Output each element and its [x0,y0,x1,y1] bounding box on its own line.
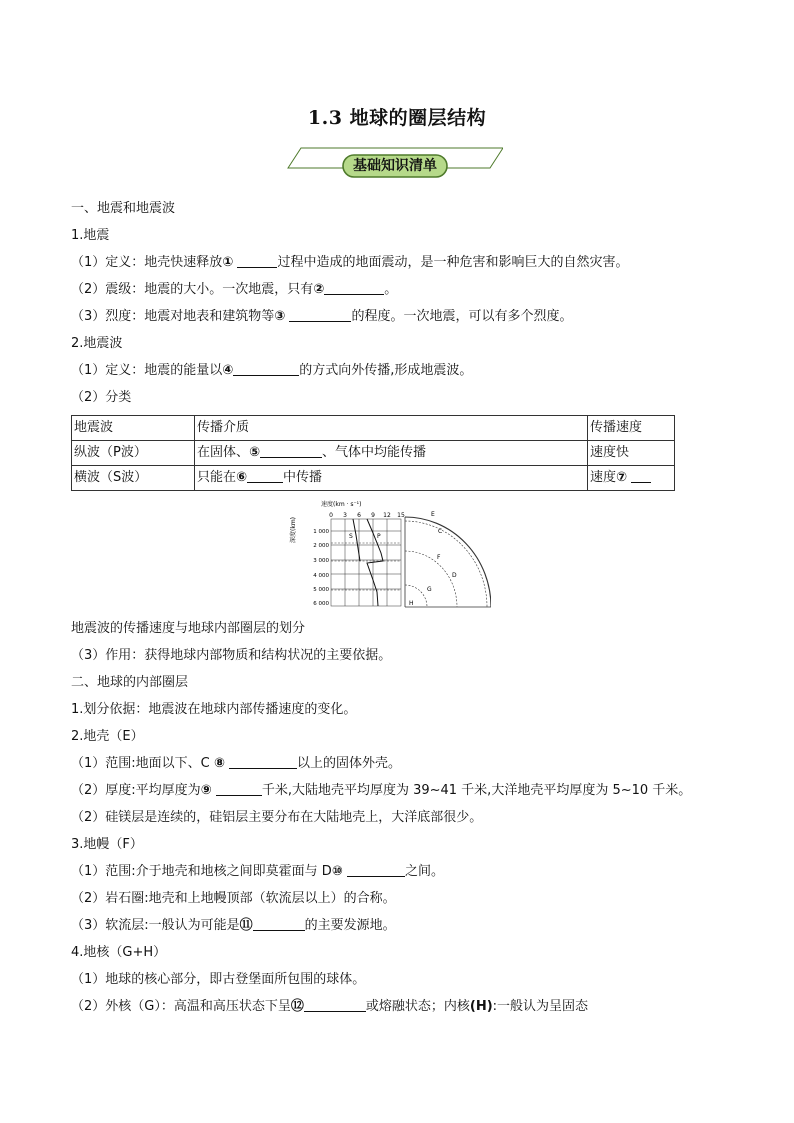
fill-blank[interactable] [237,254,277,268]
text: :一般认为呈固态 [492,999,589,1014]
blank-number: ⑦ [616,470,628,485]
text: （2）震级：地震的大小。一次地震，只有 [71,282,314,297]
subheading-crust: 2.地壳（E） [71,729,144,744]
text: (H) [469,999,493,1014]
subheading-earthquake: 1.地震 [71,228,110,243]
blank-number: ⑨ [200,783,212,798]
section-heading-2: 二、地球的内部圈层 [71,675,189,690]
lithosphere-line: （2）岩石圈:地壳和上地幔顶部（软流层以上）的合称。 [71,891,396,906]
text: 只能在 [197,470,237,485]
x-tick: 0 [329,512,333,519]
x-tick: 15 [397,512,405,519]
layer-label-d: D [452,572,457,579]
blank-number: ④ [222,363,234,378]
text: 的方式向外传播,形成地震波。 [299,363,473,378]
table-row [72,466,675,491]
axis-label-speed: 速度(km · s⁻¹) [321,501,362,508]
crust-thickness-line [71,782,691,800]
table-header: 传播速度 [588,416,675,441]
text: 以上的固体外壳。 [297,756,402,771]
text: （3）烈度：地震对地表和建筑物等 [71,309,275,324]
blank-number: ⑧ [213,756,225,771]
intensity-line [71,308,572,326]
table-row [72,441,675,466]
layer-label-f: F [437,554,441,561]
text: （1）定义：地壳快速释放 [71,255,223,270]
text: 之间。 [404,864,444,879]
fill-blank[interactable] [216,782,262,796]
wave-table [71,415,675,491]
text: 或熔融状态；内核 [365,999,470,1014]
layer-label-h: H [409,600,414,607]
x-tick: 12 [383,512,391,519]
table-cell [195,466,588,491]
outer-core-line [71,998,588,1016]
layer-label-e: E [431,511,435,518]
fill-blank[interactable] [324,281,384,295]
blank-number: ⑪ [239,918,253,933]
seismic-figure [281,495,491,610]
fill-blank[interactable] [631,469,651,483]
layer-label-c: C [438,528,443,535]
x-tick: 3 [343,512,347,519]
fill-blank[interactable] [289,308,351,322]
text: （2）厚度:平均厚度为 [71,783,201,798]
asthenosphere-line [71,917,396,935]
core-definition-line: （1）地球的核心部分，即古登堡面所包围的球体。 [71,972,366,987]
wave-label-p: P [377,533,381,540]
definition-line [71,254,628,272]
table-header: 传播介质 [195,416,588,441]
blank-number: ① [222,255,234,270]
text: （1）定义：地震的能量以 [71,363,223,378]
y-tick: 4 000 [313,573,329,579]
text: 中传播 [283,470,323,485]
banner-label: 基础知识清单 [353,158,437,174]
text: 。 [384,282,398,297]
section-heading-1: 一、地震和地震波 [71,201,176,216]
table-cell: 速度快 [588,441,675,466]
y-tick: 3 000 [313,558,329,564]
layer-label-g: G [427,586,432,593]
fill-blank[interactable] [253,917,305,931]
subheading-core: 4.地核（G+H） [71,945,167,960]
blank-number: ⑤ [249,445,261,460]
usage-line: （3）作用：获得地球内部物质和结构状况的主要依据。 [71,648,392,663]
text: （1）范围:地面以下、C [71,756,214,771]
subheading-seismic-wave: 2.地震波 [71,336,123,351]
axis-label-depth: 深度(km) [290,516,297,543]
y-tick: 1 000 [313,529,329,535]
fill-blank[interactable] [233,362,299,376]
blank-number: ⑥ [236,470,248,485]
table-cell [588,466,675,491]
fill-blank[interactable] [304,998,366,1012]
section-banner [287,147,503,185]
text: （2）外核（G）：高温和高压状态下呈 [71,999,291,1014]
text: 在固体、 [197,445,250,460]
text: 千米,大陆地壳平均厚度为 39~41 千米,大洋地壳平均厚度为 5~10 千米。 [261,783,692,798]
wave-label-s: S [349,533,353,540]
crust-range-line [71,755,401,773]
mantle-range-line [71,863,444,881]
text: 速度 [590,470,617,485]
x-tick: 9 [371,512,375,519]
y-tick: 5 000 [313,587,329,593]
fill-blank[interactable] [229,755,297,769]
crust-layer-line: （2）硅镁层是连续的，硅铝层主要分布在大陆地壳上，大洋底部很少。 [71,810,483,825]
classification-line: （2）分类 [71,390,132,405]
table-cell [195,441,588,466]
page-title: 1.3 地球的圈层结构 [307,107,487,129]
fill-blank[interactable] [247,469,283,483]
text: 的主要发源地。 [304,918,396,933]
table-cell: 纵波（P波） [72,441,195,466]
subheading-mantle: 3.地幔（F） [71,837,143,852]
text: 过程中造成的地面震动，是一种危害和影响巨大的自然灾害。 [277,255,629,270]
magnitude-line [71,281,397,299]
table-row [72,416,675,441]
y-tick: 2 000 [313,543,329,549]
blank-number: ⑩ [331,864,343,879]
fill-blank[interactable] [260,444,322,458]
basis-line: 1.划分依据：地震波在地球内部传播速度的变化。 [71,702,357,717]
wave-definition-line [71,362,472,380]
blank-number: ② [313,282,325,297]
text: （1）范围:介于地壳和地核之间即莫霍面与 D [71,864,332,879]
x-tick: 6 [357,512,361,519]
text: 、气体中均能传播 [322,445,427,460]
text: 的程度。一次地震，可以有多个烈度。 [351,309,573,324]
fill-blank[interactable] [347,863,405,877]
y-tick: 6 000 [313,601,329,607]
table-header: 地震波 [72,416,195,441]
text: （3）软流层:一般认为可能是 [71,918,240,933]
table-cell: 横波（S波） [72,466,195,491]
blank-number: ③ [274,309,286,324]
blank-number: ⑫ [290,999,304,1014]
figure-caption: 地震波的传播速度与地球内部圈层的划分 [71,621,306,636]
